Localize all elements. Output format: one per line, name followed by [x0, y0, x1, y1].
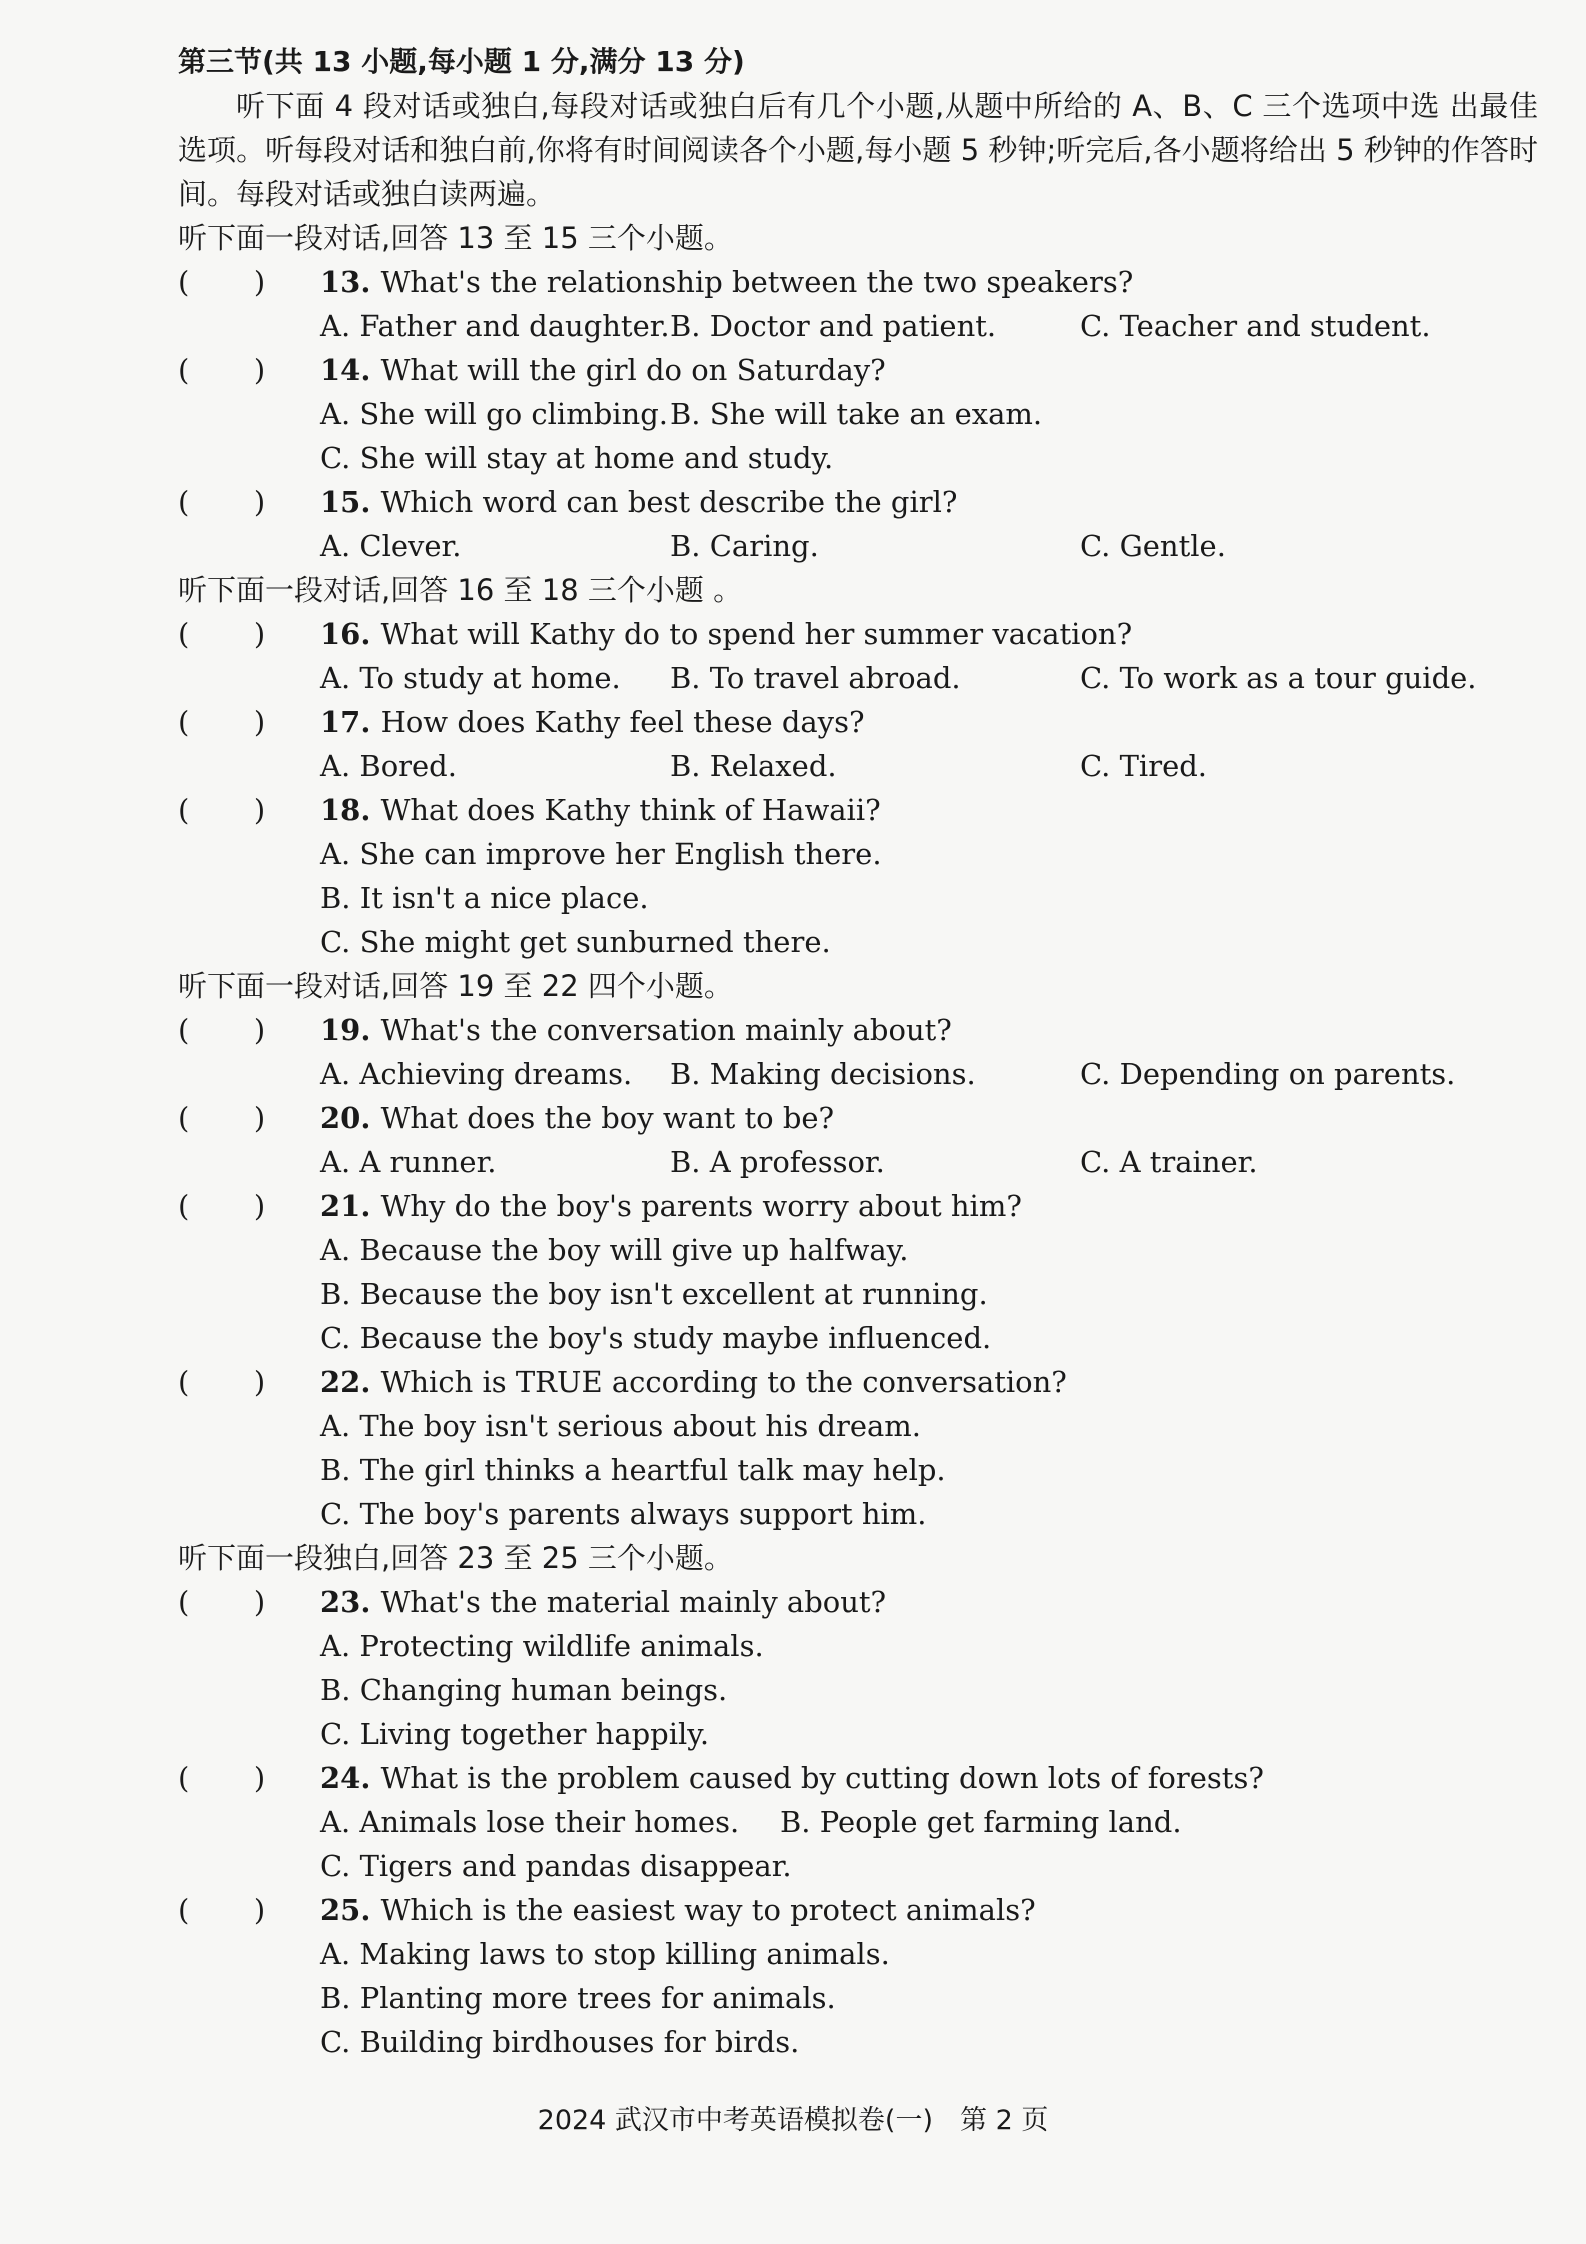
question-number: 24	[320, 1761, 361, 1795]
option-a: A. Clever.	[320, 529, 462, 563]
answer-blank[interactable]: ( )	[178, 705, 266, 739]
question-13	[178, 260, 1538, 304]
question-number-dot: .	[360, 1101, 381, 1135]
page-footer: 2024 武汉市中考英语模拟卷(一) 第 2 页	[537, 2105, 1049, 2136]
question-number: 23	[320, 1585, 361, 1619]
answer-blank[interactable]: ( )	[178, 1585, 266, 1619]
option-a: A. Making laws to stop killing animals.	[320, 1937, 890, 1971]
option-b: B. Doctor and patient.	[670, 309, 997, 343]
question-number: 25	[320, 1893, 361, 1927]
question-number: 19	[320, 1013, 361, 1047]
option-c: C. Gentle.	[1080, 529, 1226, 563]
option-a: A. She can improve her English there.	[320, 837, 882, 871]
options-22	[178, 1404, 1538, 1536]
question-text: What's the material mainly about?	[380, 1585, 887, 1619]
option-b: B. Changing human beings.	[320, 1673, 728, 1707]
options-18	[178, 832, 1538, 964]
question-17	[178, 700, 1538, 744]
option-b: B. Because the boy isn't excellent at running.	[320, 1277, 988, 1311]
option-b: B. She will take an exam.	[670, 397, 1043, 431]
question-text: Which is the easiest way to protect animals?	[380, 1893, 1036, 1927]
option-c: C. She might get sunburned there.	[320, 925, 831, 959]
answer-blank[interactable]: ( )	[178, 1189, 266, 1223]
question-number: 18	[320, 793, 361, 827]
question-number-dot: .	[360, 485, 381, 519]
question-number-dot: .	[360, 1189, 381, 1223]
question-text: What will the girl do on Saturday?	[380, 353, 886, 387]
option-c: C. Because the boy's study maybe influenced.	[320, 1321, 992, 1355]
question-text: What will Kathy do to spend her summer vacation?	[380, 617, 1133, 651]
option-a: A. A runner.	[320, 1145, 497, 1179]
options-16	[178, 656, 1538, 700]
answer-blank[interactable]: ( )	[178, 353, 266, 387]
options-19	[178, 1052, 1538, 1096]
option-c: C. Depending on parents.	[1080, 1057, 1456, 1091]
option-b: B. Relaxed.	[670, 749, 837, 783]
answer-blank[interactable]: ( )	[178, 265, 266, 299]
question-22	[178, 1360, 1538, 1404]
option-a: A. Animals lose their homes.	[320, 1805, 740, 1839]
options-25	[178, 1932, 1538, 2064]
option-c: C. Teacher and student.	[1080, 309, 1431, 343]
option-b: B. It isn't a nice place.	[320, 881, 649, 915]
question-number: 14	[320, 353, 361, 387]
option-a: A. She will go climbing.	[320, 397, 668, 431]
option-c: C. Living together happily.	[320, 1717, 710, 1751]
option-b: B. A professor.	[670, 1145, 885, 1179]
option-a: A. Protecting wildlife animals.	[320, 1629, 764, 1663]
question-16	[178, 612, 1538, 656]
dialogue-heading: 听下面一段对话,回答 16 至 18 三个小题 。	[178, 573, 743, 607]
options-13	[178, 304, 1538, 348]
question-24	[178, 1756, 1538, 1800]
option-b: B. Planting more trees for animals.	[320, 1981, 836, 2015]
question-number-dot: .	[360, 1585, 381, 1619]
option-c: C. She will stay at home and study.	[320, 441, 834, 475]
options-21	[178, 1228, 1538, 1360]
dialogue-heading: 听下面一段独白,回答 23 至 25 三个小题。	[178, 1541, 733, 1575]
question-number-dot: .	[360, 1013, 381, 1047]
option-b: B. To travel abroad.	[670, 661, 961, 695]
option-c: C. The boy's parents always support him.	[320, 1497, 927, 1531]
option-c: C. Tigers and pandas disappear.	[320, 1849, 792, 1883]
question-number: 22	[320, 1365, 361, 1399]
dialogue-heading: 听下面一段对话,回答 13 至 15 三个小题。	[178, 221, 733, 255]
question-number: 15	[320, 485, 361, 519]
question-number: 20	[320, 1101, 361, 1135]
question-number: 13	[320, 265, 361, 299]
question-15	[178, 480, 1538, 524]
option-c: C. To work as a tour guide.	[1080, 661, 1477, 695]
question-number-dot: .	[360, 793, 381, 827]
question-14	[178, 348, 1538, 392]
answer-blank[interactable]: ( )	[178, 485, 266, 519]
option-c: C. Tired.	[1080, 749, 1208, 783]
question-number-dot: .	[360, 353, 381, 387]
question-text: Which word can best describe the girl?	[380, 485, 958, 519]
answer-blank[interactable]: ( )	[178, 1365, 266, 1399]
question-text: What does the boy want to be?	[380, 1101, 835, 1135]
answer-blank[interactable]: ( )	[178, 1013, 266, 1047]
answer-blank[interactable]: ( )	[178, 1101, 266, 1135]
question-25	[178, 1888, 1538, 1932]
exam-page	[178, 40, 1538, 2064]
question-number-dot: .	[360, 1893, 381, 1927]
options-20	[178, 1140, 1538, 1184]
question-number-dot: .	[360, 265, 381, 299]
question-text: Which is TRUE according to the conversation?	[380, 1365, 1067, 1399]
option-b: B. Caring.	[670, 529, 819, 563]
options-15	[178, 524, 1538, 568]
option-c: C. Building birdhouses for birds.	[320, 2025, 800, 2059]
options-17	[178, 744, 1538, 788]
question-19	[178, 1008, 1538, 1052]
question-number-dot: .	[360, 617, 381, 651]
question-21	[178, 1184, 1538, 1228]
question-number-dot: .	[360, 1761, 381, 1795]
question-number-dot: .	[360, 705, 381, 739]
answer-blank[interactable]: ( )	[178, 1893, 266, 1927]
section-title: 第三节(共 13 小题,每小题 1 分,满分 13 分)	[178, 45, 745, 78]
option-a: A. Achieving dreams.	[320, 1057, 633, 1091]
option-a: A. The boy isn't serious about his dream.	[320, 1409, 922, 1443]
option-c: C. A trainer.	[1080, 1145, 1258, 1179]
question-groups	[178, 216, 1538, 2064]
option-a: A. Father and daughter.	[320, 309, 670, 343]
question-number-dot: .	[360, 1365, 381, 1399]
question-number: 21	[320, 1189, 361, 1223]
question-text: What is the problem caused by cutting down lots of forests?	[380, 1761, 1264, 1795]
answer-blank[interactable]: ( )	[178, 617, 266, 651]
option-b: B. People get farming land.	[780, 1805, 1182, 1839]
option-a: A. To study at home.	[320, 661, 621, 695]
dialogue-heading: 听下面一段对话,回答 19 至 22 四个小题。	[178, 969, 733, 1003]
options-14	[178, 392, 1538, 480]
option-a: A. Bored.	[320, 749, 457, 783]
answer-blank[interactable]: ( )	[178, 793, 266, 827]
options-24	[178, 1800, 1538, 1888]
question-text: What does Kathy think of Hawaii?	[380, 793, 881, 827]
answer-blank[interactable]: ( )	[178, 1761, 266, 1795]
question-18	[178, 788, 1538, 832]
question-number: 16	[320, 617, 361, 651]
question-text: Why do the boy's parents worry about him?	[380, 1189, 1022, 1223]
section-instructions: 听下面 4 段对话或独白,每段对话或独白后有几个小题,从题中所给的 A、B、C 三个选项中选 出最佳选项。听每段对话和独白前,你将有时间阅读各个小题,每小题 5 秒钟;听完后,各小题将给出 5 秒钟的作答时间。每段对话或独白读两遍。	[178, 89, 1538, 211]
question-text: What's the relationship between the two speakers?	[380, 265, 1134, 299]
question-text: How does Kathy feel these days?	[380, 705, 865, 739]
option-b: B. Making decisions.	[670, 1057, 976, 1091]
options-23	[178, 1624, 1538, 1756]
question-23	[178, 1580, 1538, 1624]
option-b: B. The girl thinks a heartful talk may help.	[320, 1453, 946, 1487]
question-text: What's the conversation mainly about?	[380, 1013, 952, 1047]
question-20	[178, 1096, 1538, 1140]
question-number: 17	[320, 705, 361, 739]
option-a: A. Because the boy will give up halfway.	[320, 1233, 909, 1267]
